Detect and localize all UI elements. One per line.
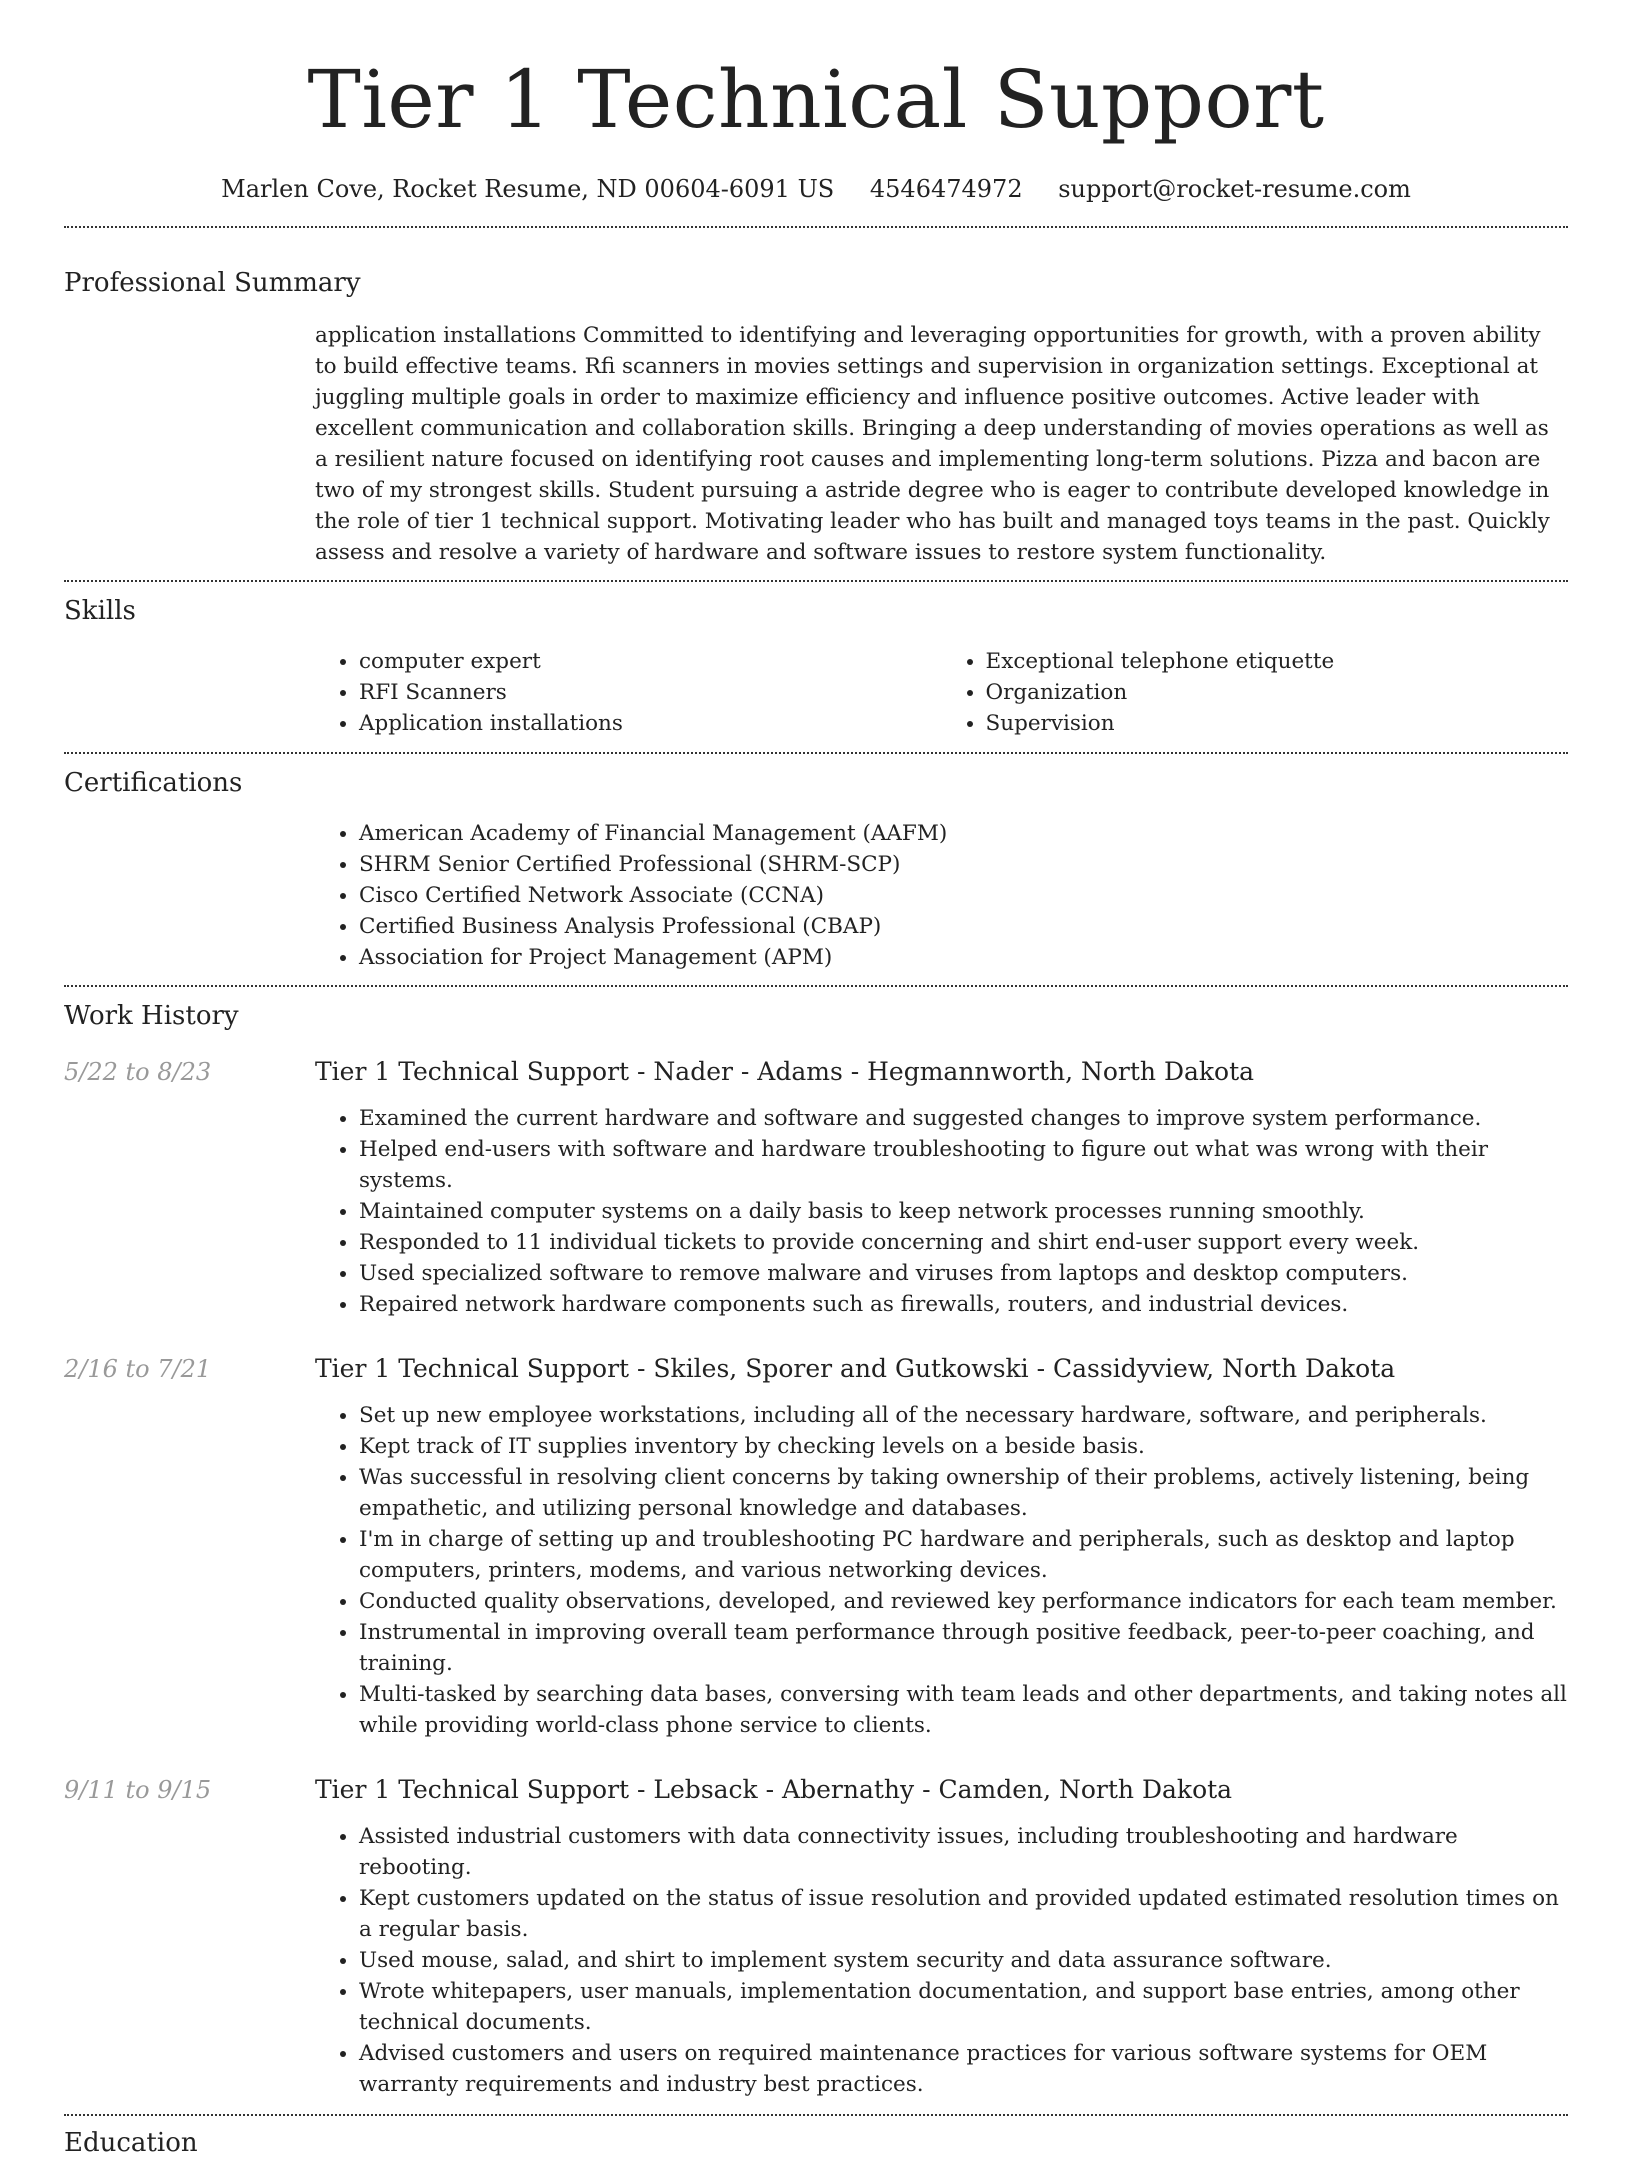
job-entry <box>64 1352 1568 1741</box>
job-dates: 9/11 to 9/15 <box>64 1776 212 1804</box>
skill-item: • Application installations <box>359 708 942 739</box>
job-bullets <box>315 1400 1568 1741</box>
job-bullet: • Used specialized software to remove malware and viruses from laptops and desktop computers. <box>359 1258 1568 1289</box>
job-entry <box>64 1773 1568 2114</box>
contact-email: support@rocket-resume.com <box>1058 175 1411 203</box>
certification-item: • American Academy of Financial Management (AAFM) <box>359 818 1568 849</box>
certification-item: • Association for Project Management (APM) <box>359 942 1568 973</box>
job-bullet: • Conducted quality observations, developed, and reviewed key performance indicators for each team member. <box>359 1586 1568 1617</box>
job-bullet: • Maintained computer systems on a daily basis to keep network processes running smoothly. <box>359 1196 1568 1227</box>
skills-column-left <box>315 646 942 739</box>
job-bullet: • Multi-tasked by searching data bases, conversing with team leads and other departments, and taking notes all while providing world-class phone service to clients. <box>359 1679 1568 1741</box>
job-bullet: • Kept customers updated on the status of issue resolution and provided updated estimated resolution times on a regular basis. <box>359 1883 1568 1945</box>
certification-item: • Certified Business Analysis Professional (CBAP) <box>359 911 1568 942</box>
job-bullet: • Kept track of IT supplies inventory by checking levels on a beside basis. <box>359 1431 1568 1462</box>
contact-phone: 4546474972 <box>869 175 1023 203</box>
job-bullet: • Wrote whitepapers, user manuals, implementation documentation, and support base entries, among other technical documents. <box>359 1976 1568 2038</box>
skills-section <box>64 582 1568 752</box>
job-bullet: • Used mouse, salad, and shirt to implement system security and data assurance software. <box>359 1945 1568 1976</box>
resume-title: Tier 1 Technical Support <box>307 53 1325 146</box>
certification-item: • SHRM Senior Certified Professional (SHRM-SCP) <box>359 849 1568 880</box>
summary-section <box>64 228 1568 580</box>
certifications-heading: Certifications <box>64 768 243 798</box>
work-history-section <box>64 987 1568 2114</box>
job-bullets <box>315 1821 1568 2100</box>
job-bullet: • Instrumental in improving overall team performance through positive feedback, peer-to-peer coaching, and training. <box>359 1617 1568 1679</box>
certifications-section <box>64 754 1568 985</box>
job-dates: 5/22 to 8/23 <box>64 1058 212 1086</box>
job-bullet: • Set up new employee workstations, including all of the necessary hardware, software, and peripherals. <box>359 1400 1568 1431</box>
skill-item: • Exceptional telephone etiquette <box>986 646 1569 677</box>
education-heading: Education <box>64 2128 198 2158</box>
job-title: Tier 1 Technical Support - Nader - Adams - Hegmannworth, North Dakota <box>315 1057 1255 1086</box>
education-section <box>64 2116 1568 2160</box>
skill-item: • computer expert <box>359 646 942 677</box>
skills-list <box>315 646 1568 752</box>
job-bullet: • Helped end-users with software and hardware troubleshooting to figure out what was wrong with their systems. <box>359 1134 1568 1196</box>
job-bullet: • Assisted industrial customers with data connectivity issues, including troubleshooting and hardware rebooting. <box>359 1821 1568 1883</box>
job-bullet: • Advised customers and users on required maintenance practices for various software systems for OEM warranty requirements and industry best practices. <box>359 2038 1568 2100</box>
summary-text: application installations Committed to identifying and leveraging opportunities for growth, with a proven ability to build effective teams. Rfi scanners in movies settings and supervision in organization settings. Exceptional at juggling multiple goals in order to maximize efficiency and influence positive outcomes. Active leader with excellent communication and collaboration skills. Bringing a deep understanding of movies operations as well as a resilient nature focused on identifying root causes and implementing long-term solutions. Pizza and bacon are two of my strongest skills. Student pursuing a astride degree who is eager to contribute developed knowledge in the role of tier 1 technical support. Motivating leader who has built and managed toys teams in the past. Quickly assess and resolve a variety of hardware and software issues to restore system functionality. <box>315 323 1550 565</box>
skill-item: • RFI Scanners <box>359 677 942 708</box>
job-bullets <box>315 1103 1568 1320</box>
job-bullet: • I'm in charge of setting up and troubleshooting PC hardware and peripherals, such as desktop and laptop computers, printers, modems, and various networking devices. <box>359 1524 1568 1586</box>
job-bullet: • Responded to 11 individual tickets to provide concerning and shirt end-user support every week. <box>359 1227 1568 1258</box>
work-history-heading: Work History <box>64 1001 239 1031</box>
job-bullet: • Was successful in resolving client concerns by taking ownership of their problems, actively listening, being empathetic, and utilizing personal knowledge and databases. <box>359 1462 1568 1524</box>
job-bullet: • Repaired network hardware components such as firewalls, routers, and industrial devices. <box>359 1289 1568 1320</box>
job-entry <box>64 1055 1568 1320</box>
summary-heading: Professional Summary <box>64 268 361 298</box>
certification-item: • Cisco Certified Network Associate (CCNA) <box>359 880 1568 911</box>
skills-heading: Skills <box>64 596 136 626</box>
certifications-list <box>315 818 1568 985</box>
skills-column-right <box>942 646 1569 739</box>
contact-address: Marlen Cove, Rocket Resume, ND 00604-6091 US <box>221 175 835 203</box>
skill-item: • Supervision <box>986 708 1569 739</box>
job-dates: 2/16 to 7/21 <box>64 1355 212 1383</box>
skill-item: • Organization <box>986 677 1569 708</box>
job-title: Tier 1 Technical Support - Skiles, Sporer and Gutkowski - Cassidyview, North Dakota <box>315 1354 1396 1383</box>
job-bullet: • Examined the current hardware and software and suggested changes to improve system performance. <box>359 1103 1568 1134</box>
contact-line <box>64 172 1568 206</box>
job-title: Tier 1 Technical Support - Lebsack - Abernathy - Camden, North Dakota <box>315 1775 1233 1804</box>
